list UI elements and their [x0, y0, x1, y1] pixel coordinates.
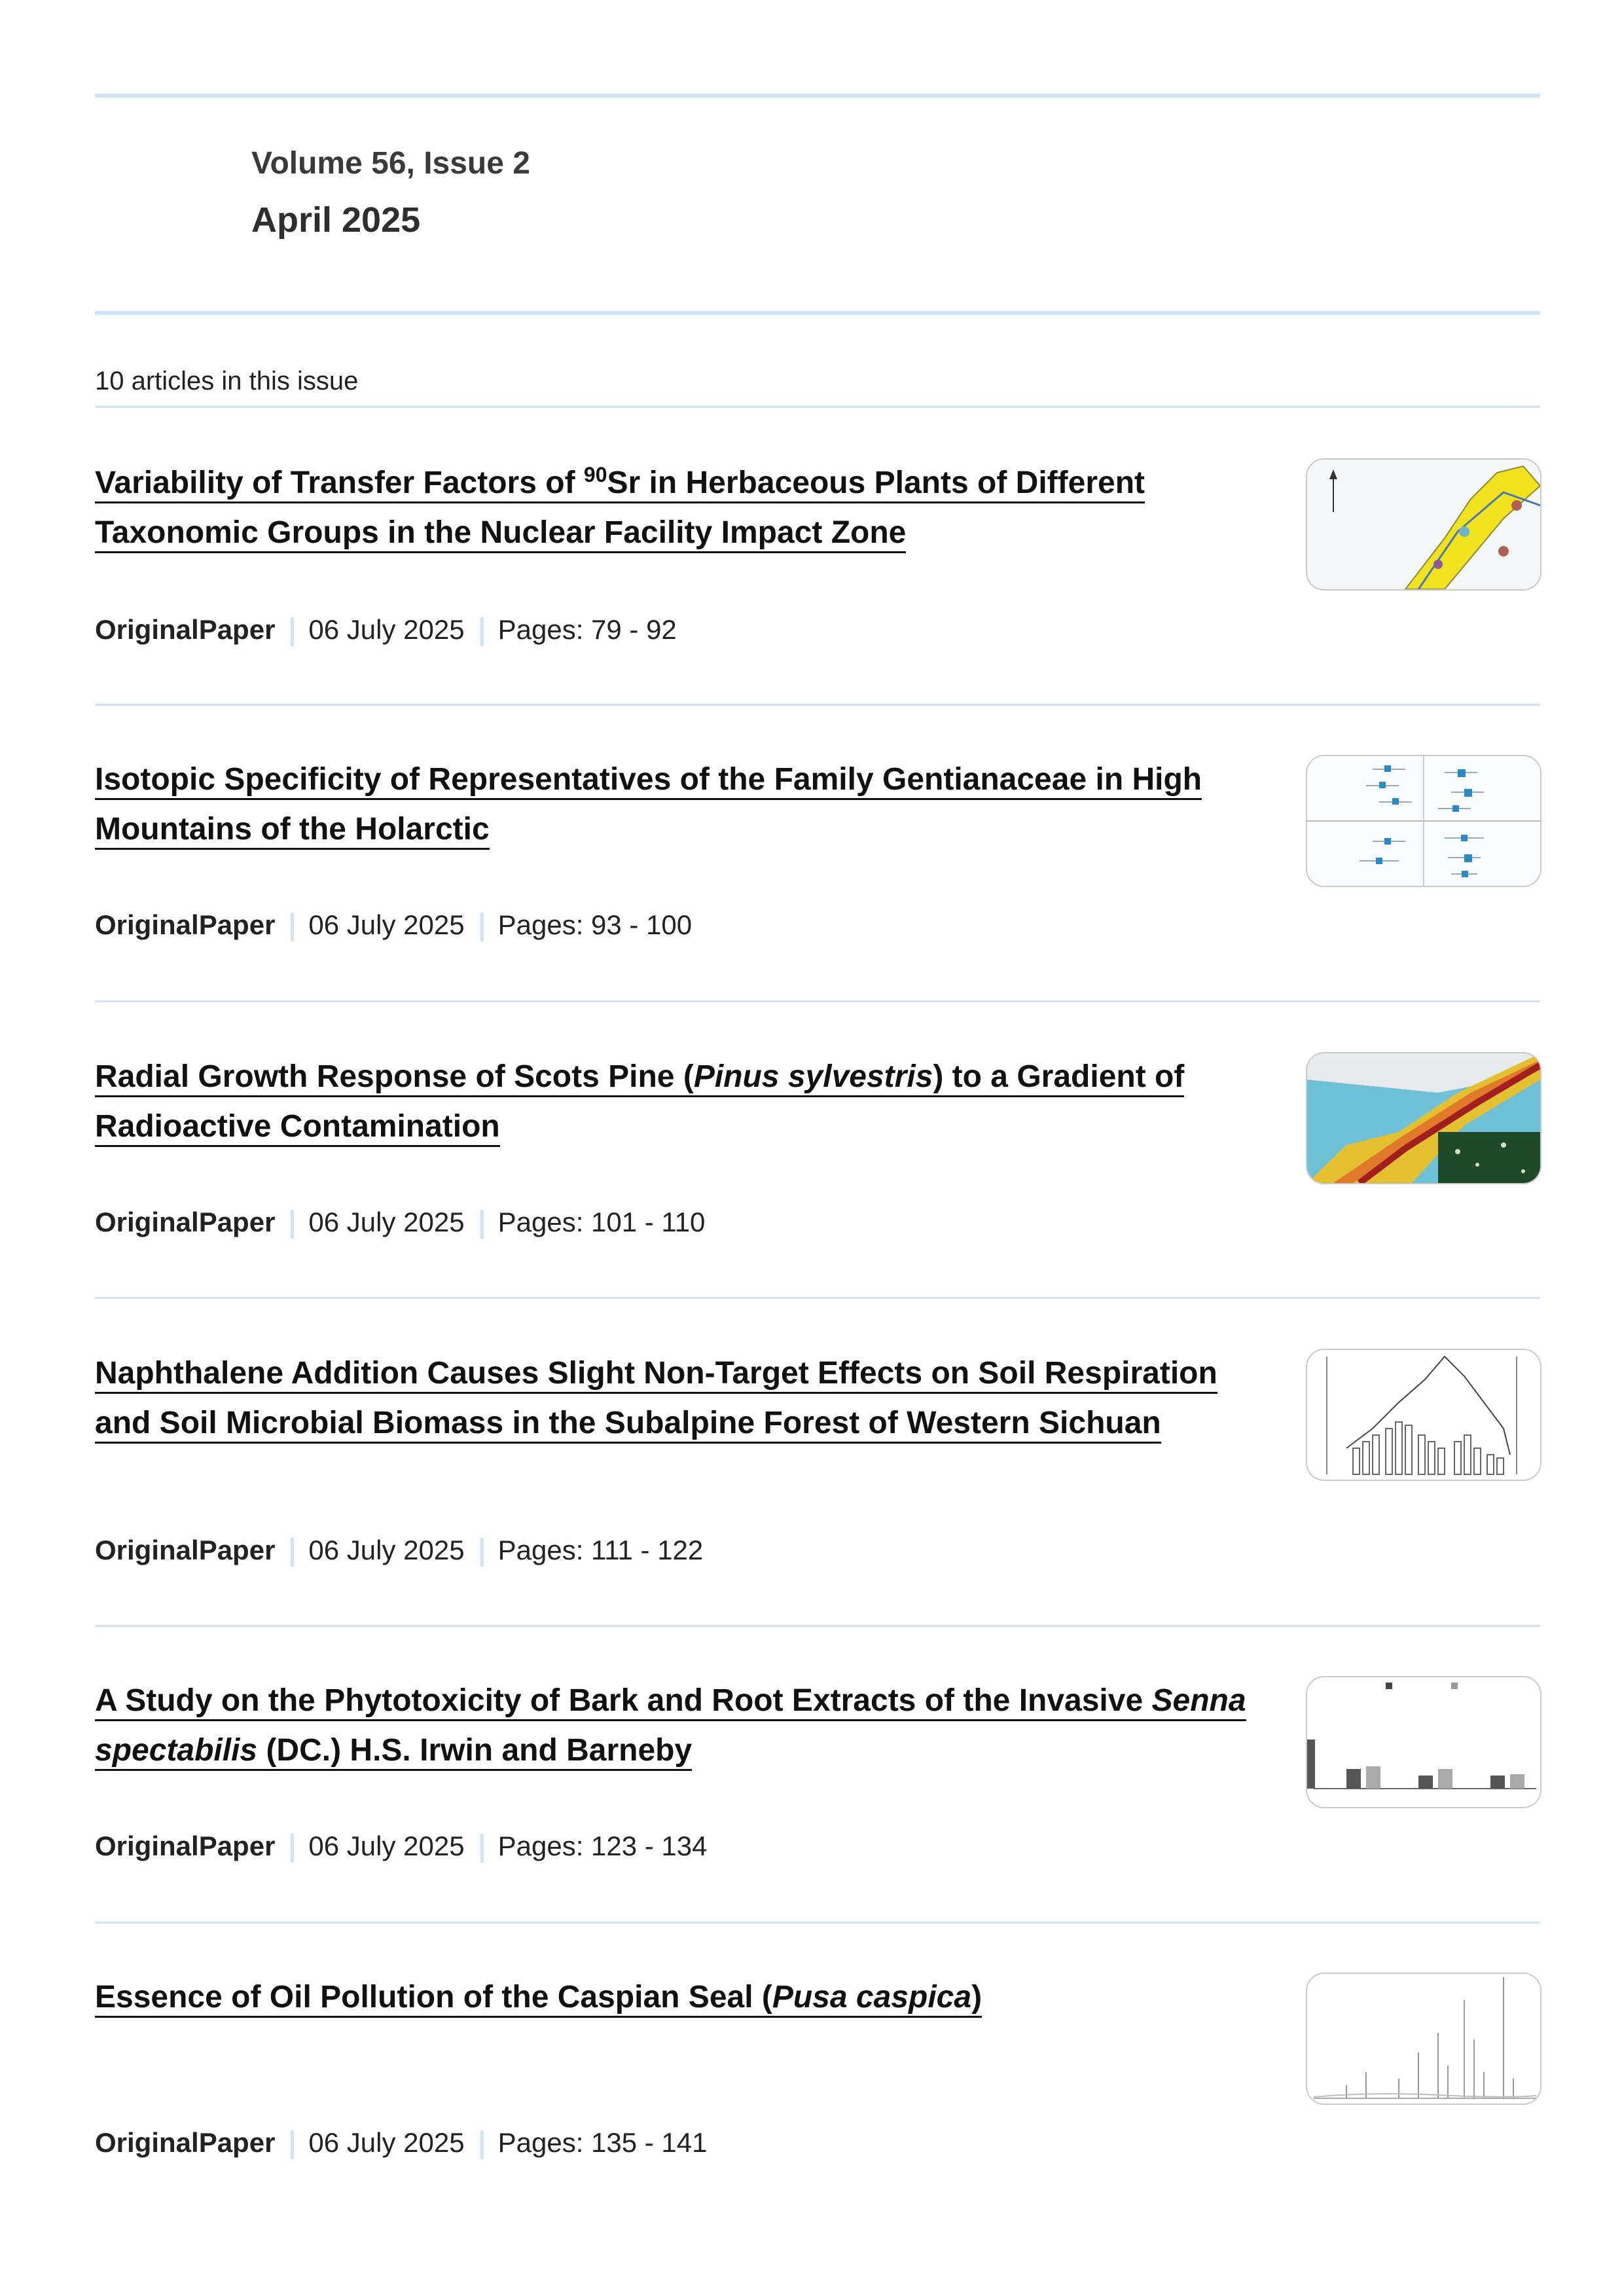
article-title-link[interactable]: Variability of Transfer Factors of $^{90}$Sr in Herbaceous Plants of Different Taxonomic Groups in the Nuclear Facility Impact Zone	[95, 465, 1145, 553]
article-title	[95, 755, 1260, 854]
article-meta	[95, 1831, 708, 1863]
article-divider	[95, 1625, 1540, 1627]
issue-date: April 2025	[251, 200, 421, 240]
article-title	[95, 1052, 1260, 1152]
article-date: 06 July 2025	[308, 2127, 465, 2158]
article-meta	[95, 1535, 703, 1567]
article-type: OriginalPaper	[95, 2127, 276, 2158]
article-count: 10 articles in this issue	[95, 367, 359, 395]
article-type: OriginalPaper	[95, 1535, 276, 1565]
top-rule	[95, 94, 1540, 98]
article-divider	[95, 704, 1540, 706]
article-type: OriginalPaper	[95, 1831, 276, 1861]
article-pages: Pages: 93 - 100	[497, 909, 693, 940]
article-pages: Pages: 111 - 122	[497, 1535, 704, 1565]
article-divider	[95, 1000, 1540, 1002]
article-title-link[interactable]: A Study on the Phytotoxicity of Bark and Root Extracts of the Invasive Senna spectabilis (DC.) H.S. Irwin and Barneby	[95, 1683, 1246, 1771]
article-date: 06 July 2025	[308, 614, 465, 645]
header-bottom-rule	[95, 311, 1540, 315]
article-pages: Pages: 101 - 110	[497, 1207, 706, 1237]
article-divider	[95, 1922, 1540, 1923]
article-title	[95, 1676, 1260, 1776]
article-type: OriginalPaper	[95, 909, 276, 940]
article-title-link[interactable]: Radial Growth Response of Scots Pine (Pinus sylvestris) to a Gradient of Radioactive Contamination	[95, 1059, 1184, 1147]
article-title-link[interactable]: Isotopic Specificity of Representatives of the Family Gentianaceae in High Mountains of the Holarctic	[95, 762, 1202, 850]
map-thumbnail[interactable]	[1306, 458, 1541, 591]
article-meta	[95, 2127, 708, 2159]
forest-plot-thumbnail[interactable]	[1306, 755, 1541, 887]
article-title-link[interactable]: Naphthalene Addition Causes Slight Non-Target Effects on Soil Respiration and Soil Microbial Biomass in the Subalpine Forest of Western Sichuan	[95, 1356, 1217, 1444]
article-date: 06 July 2025	[308, 1831, 465, 1861]
article-divider	[95, 1297, 1540, 1299]
separator	[480, 913, 484, 941]
article-pages: Pages: 135 - 141	[497, 2127, 708, 2158]
article-title	[95, 1973, 1260, 2022]
article-type: OriginalPaper	[95, 1207, 276, 1237]
count-rule	[95, 406, 1540, 408]
separator	[291, 1538, 294, 1567]
separator	[480, 1538, 484, 1567]
separator	[291, 1210, 294, 1239]
article-type: OriginalPaper	[95, 614, 276, 645]
separator	[480, 2130, 484, 2159]
article-date: 06 July 2025	[308, 1535, 465, 1565]
separator	[291, 2130, 294, 2159]
article-meta	[95, 614, 677, 646]
issue-volume: Volume 56, Issue 2	[251, 146, 530, 181]
grouped-bar-chart-thumbnail[interactable]	[1306, 1676, 1541, 1808]
bar-line-chart-thumbnail[interactable]	[1306, 1349, 1541, 1481]
article-pages: Pages: 79 - 92	[497, 614, 677, 645]
article-meta	[95, 1207, 705, 1239]
contamination-map-thumbnail[interactable]	[1306, 1052, 1541, 1184]
separator	[291, 1834, 294, 1863]
article-title	[95, 1349, 1260, 1448]
article-date: 06 July 2025	[308, 1207, 465, 1237]
separator	[480, 1210, 484, 1239]
article-pages: Pages: 123 - 134	[497, 1831, 708, 1861]
separator	[480, 617, 484, 646]
separator	[480, 1834, 484, 1863]
separator	[291, 913, 294, 941]
article-date: 06 July 2025	[308, 909, 465, 940]
article-title-link[interactable]: Essence of Oil Pollution of the Caspian Seal (Pusa caspica)	[95, 1980, 982, 2018]
chromatogram-thumbnail[interactable]	[1306, 1973, 1541, 2105]
separator	[291, 617, 294, 646]
article-meta	[95, 909, 692, 941]
article-title	[95, 458, 1260, 558]
